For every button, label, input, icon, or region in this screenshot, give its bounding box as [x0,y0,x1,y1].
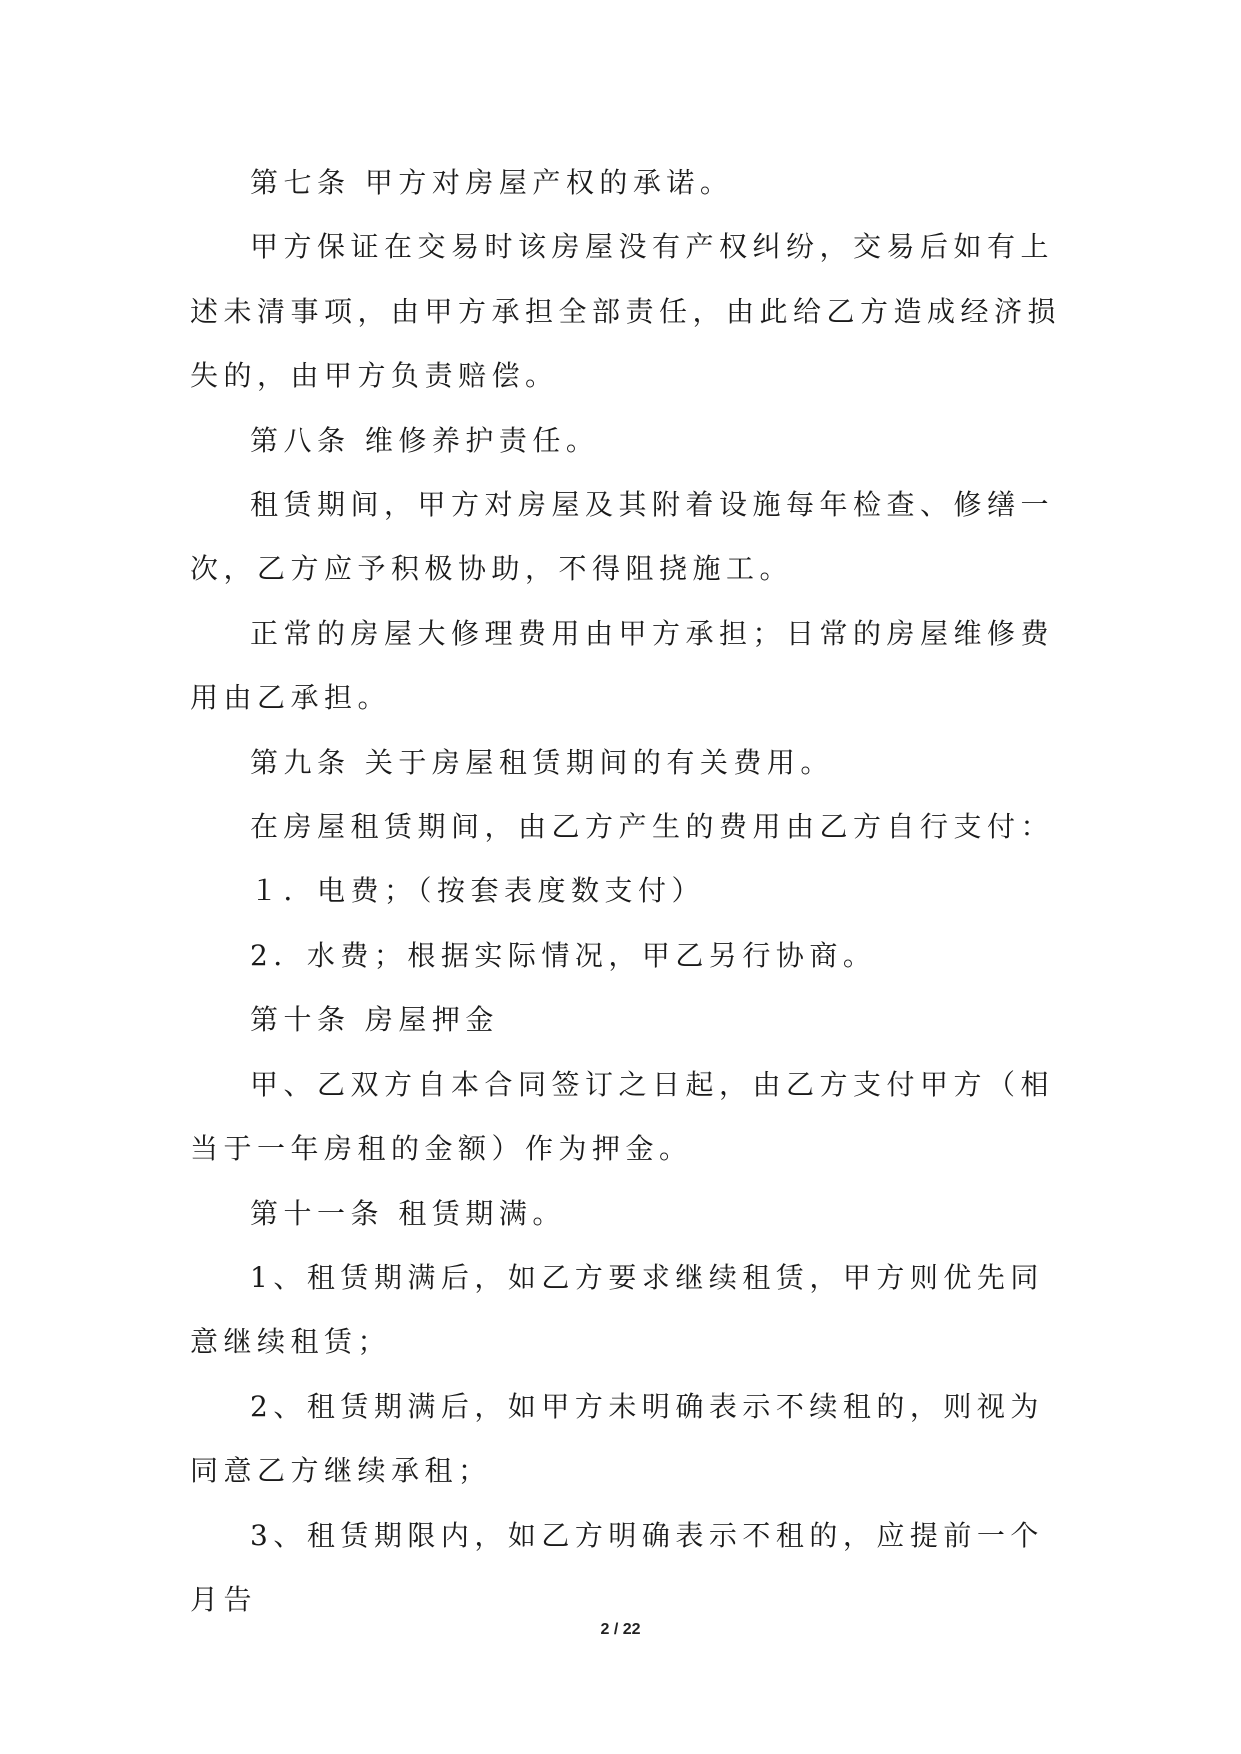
paragraph-article-7-title: 第七条 甲方对房屋产权的承诺。 [250,166,734,199]
paragraph-article-11-item-1: 1、租赁期满后，如乙方要求继续租赁，甲方则优先同意继续租赁； [190,1260,1044,1359]
paragraph-article-9-title: 第九条 关于房屋租赁期间的有关费用。 [250,745,834,779]
paragraph-article-10-title: 第十条 房屋押金 [250,1003,499,1037]
paragraph-article-11-item-3: 3、租赁期限内，如乙方明确表示不租的，应提前一个月告 [190,1518,1044,1616]
page-number: 2 / 22 [600,1621,641,1638]
paragraph-article-9-item-2: 2．水费；根据实际情况，甲乙另行协商。 [250,938,877,972]
paragraph-article-8-body-2: 正常的房屋大修理费用由甲方承担；日常的房屋维修费用由乙承担。 [190,616,1055,715]
paragraph-article-10-body: 甲、乙双方自本合同签订之日起，由乙方支付甲方（相当于一年房租的金额）作为押金。 [190,1067,1055,1166]
paragraph-article-11-item-2: 2、租赁期满后，如甲方未明确表示不续租的，则视为同意乙方继续承租； [190,1389,1044,1488]
paragraph-article-8-title: 第八条 维修养护责任。 [250,423,600,457]
paragraph-article-8-body-1: 租赁期间，甲方对房屋及其附着设施每年检查、修缮一次，乙方应予积极协助，不得阻挠施工。 [190,488,1055,586]
paragraph-article-9-body: 在房屋租赁期间，由乙方产生的费用由乙方自行支付： [250,810,1055,844]
paragraph-article-11-title: 第十一条 租赁期满。 [250,1196,566,1230]
paragraph-article-9-item-1: １．电费；（按套表度数支付） [250,874,706,908]
document-body [190,151,1070,1632]
paragraph-article-7-body: 甲方保证在交易时该房屋没有产权纠纷，交易后如有上述未清事项，由甲方承担全部责任，由此给乙方造成经济损失的，由甲方负责赔偿。 [190,230,1062,393]
